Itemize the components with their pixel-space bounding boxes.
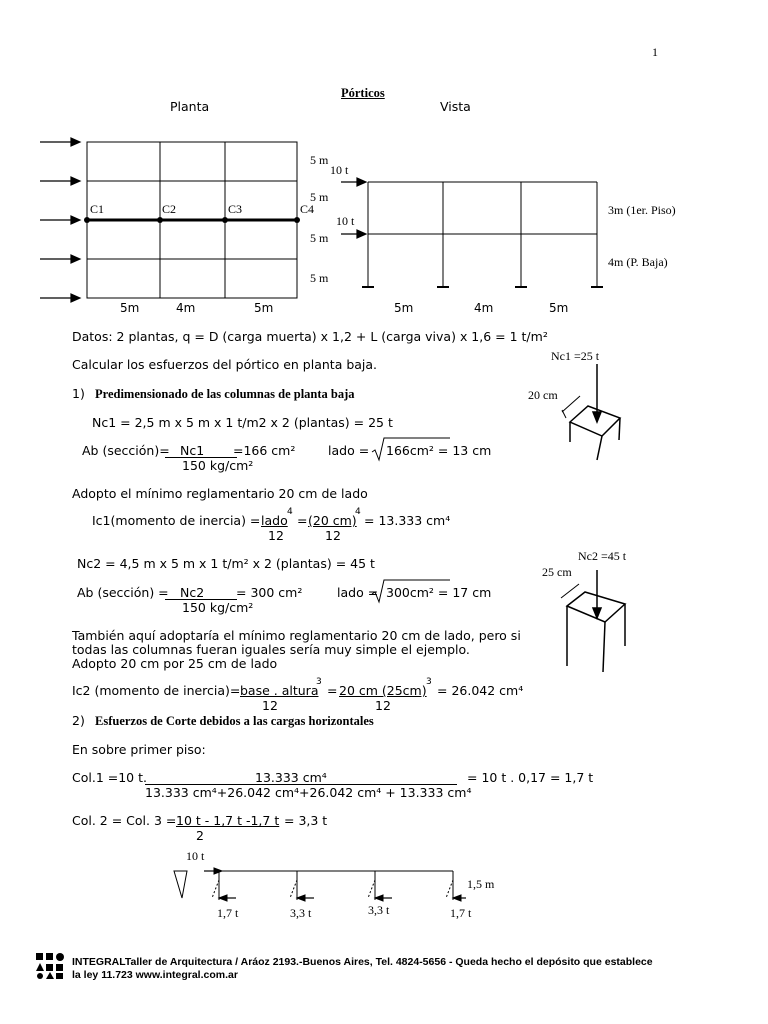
elev-height-2: 4m (P. Baja) — [608, 255, 668, 269]
ic1-den-1: 12 — [268, 528, 284, 543]
adopto-1: Adopto el mínimo reglamentario 20 cm de lado — [72, 486, 368, 501]
footer-brand: INTEGRAL — [72, 956, 125, 968]
ic2-exp-2: 3 — [426, 677, 432, 687]
ic2-exp-1: 3 — [316, 677, 322, 687]
elev-span-2: 4m — [474, 301, 494, 315]
plan-label: Planta — [170, 99, 210, 114]
page-title: Pórticos — [341, 86, 385, 100]
plan-bay-2: 5 m — [310, 190, 329, 204]
ic2-num-2: 20 cm (25cm) — [339, 683, 427, 698]
ic1-exp-2: 4 — [355, 507, 361, 517]
ic1-num-2: (20 cm) — [308, 513, 357, 528]
plan-bay-3: 5 m — [310, 231, 329, 245]
ab2-den: 150 kg/cm² — [182, 600, 254, 615]
footer-line-2: la ley 11.723 www.integral.com.ar — [72, 969, 238, 982]
ic1-den-2: 12 — [325, 528, 341, 543]
col1-num: 13.333 cm⁴ — [255, 770, 327, 785]
en-sobre-line: En sobre primer piso: — [72, 742, 206, 757]
shear-height: 1,5 m — [467, 877, 495, 891]
plan-span-3: 5m — [254, 301, 274, 315]
tambien-line-1: También aquí adoptaría el mínimo reglamentario 20 cm de lado, pero si — [72, 628, 521, 643]
col23-label: Col. 2 = Col. 3 = — [72, 813, 177, 828]
elev-span-3: 5m — [549, 301, 569, 315]
ab1-den: 150 kg/cm² — [182, 458, 254, 473]
plan-span-2: 4m — [176, 301, 196, 315]
footer-line-1: Taller de Arquitectura / Aráoz 2193.-Buenos Aires, Tel. 4824-5656 - Queda hecho el depósito que establece — [124, 956, 653, 968]
fig1-load: Nc1 =25 t — [551, 349, 600, 363]
ic1-result: = 13.333 cm⁴ — [364, 513, 451, 528]
calcular-line: Calcular los esfuerzos del pórtico en planta baja. — [72, 357, 378, 372]
plan-bay-4: 5 m — [310, 271, 329, 285]
nc2-line: Nc2 = 4,5 m x 5 m x 1 t/m² x 2 (plantas) = 45 t — [77, 556, 375, 571]
plan-diagram — [0, 0, 768, 330]
nc1-line: Nc1 = 2,5 m x 5 m x 1 t/m2 x 2 (plantas) = 25 t — [92, 415, 393, 430]
ic1-eq: = — [297, 513, 308, 528]
col1-result: = 10 t . 0,17 = 1,7 t — [467, 770, 594, 785]
ab1-eq: =166 cm² — [233, 443, 296, 458]
plan-span-1: 5m — [120, 301, 140, 315]
col23-result: = 3,3 t — [284, 813, 328, 828]
fig2-dim: 25 cm — [542, 565, 572, 579]
tambien-line-3: Adopto 20 cm por 25 cm de lado — [72, 656, 278, 671]
plan-col-c3: C3 — [228, 202, 243, 216]
plan-bay-1: 5 m — [310, 153, 329, 167]
fig2-load: Nc2 =45 t — [578, 549, 627, 563]
ab2-label: Ab (sección) = — [77, 585, 169, 600]
ic2-den-1: 12 — [262, 698, 278, 713]
ic1-label: Ic1(momento de inercia) = — [92, 513, 261, 528]
shear-col3: 3,3 t — [368, 903, 390, 917]
ab2-num: Nc2 — [180, 585, 205, 600]
shear-diagram — [0, 840, 768, 930]
ab2-lado: lado = — [337, 585, 379, 600]
column-sketch-2 — [545, 560, 655, 680]
column-sketch-1 — [540, 360, 650, 470]
datos-line: Datos: 2 plantas, q = D (carga muerta) x 1,2 + L (carga viva) x 1,6 = 1 t/m² — [72, 329, 548, 344]
col23-den: 2 — [196, 828, 204, 843]
ab2-root: 300cm² = 17 cm — [386, 585, 492, 600]
section-1-title: Predimensionado de las columnas de planta baja — [95, 387, 355, 401]
plan-col-c2: C2 — [162, 202, 177, 216]
ab1-num: Nc1 — [180, 443, 205, 458]
section-1-number: 1) — [72, 386, 85, 401]
ic2-den-2: 12 — [375, 698, 391, 713]
col23-num: 10 t - 1,7 t -1,7 t — [176, 813, 280, 828]
integral-logo — [36, 953, 64, 979]
ab2-eq: = 300 cm² — [236, 585, 303, 600]
elev-height-1: 3m (1er. Piso) — [608, 203, 676, 217]
ab1-lado: lado = — [328, 443, 370, 458]
tambien-line-2: todas las columnas fueran iguales sería muy simple el ejemplo. — [72, 642, 470, 657]
footer — [72, 956, 653, 982]
shear-col2: 3,3 t — [290, 906, 312, 920]
ic1-num-1: lado — [261, 513, 288, 528]
fig1-dim: 20 cm — [528, 388, 558, 402]
shear-load: 10 t — [186, 849, 205, 863]
elev-span-1: 5m — [394, 301, 414, 315]
page-number: 1 — [652, 45, 658, 59]
view-label: Vista — [440, 99, 471, 114]
section-2-title: Esfuerzos de Corte debidos a las cargas horizontales — [95, 714, 374, 728]
col1-den: 13.333 cm⁴+26.042 cm⁴+26.042 cm⁴ + 13.333 cm⁴ — [145, 785, 472, 800]
col1-label: Col.1 =10 t. — [72, 770, 147, 785]
section-2-number: 2) — [72, 713, 85, 728]
ic2-result: = 26.042 cm⁴ — [437, 683, 524, 698]
shear-col1: 1,7 t — [217, 906, 239, 920]
ab1-label: Ab (sección)= — [82, 443, 170, 458]
elev-load-1: 10 t — [330, 163, 349, 177]
shear-col4: 1,7 t — [450, 906, 472, 920]
ic2-label: Ic2 (momento de inercia)= — [72, 683, 241, 698]
ic1-exp-1: 4 — [287, 507, 293, 517]
plan-col-c4: C4 — [300, 202, 315, 216]
plan-col-c1: C1 — [90, 202, 105, 216]
elev-load-2: 10 t — [336, 214, 355, 228]
ic2-num-1: base . altura — [240, 683, 319, 698]
ic2-eq: = — [327, 683, 338, 698]
ab1-root: 166cm² = 13 cm — [386, 443, 492, 458]
